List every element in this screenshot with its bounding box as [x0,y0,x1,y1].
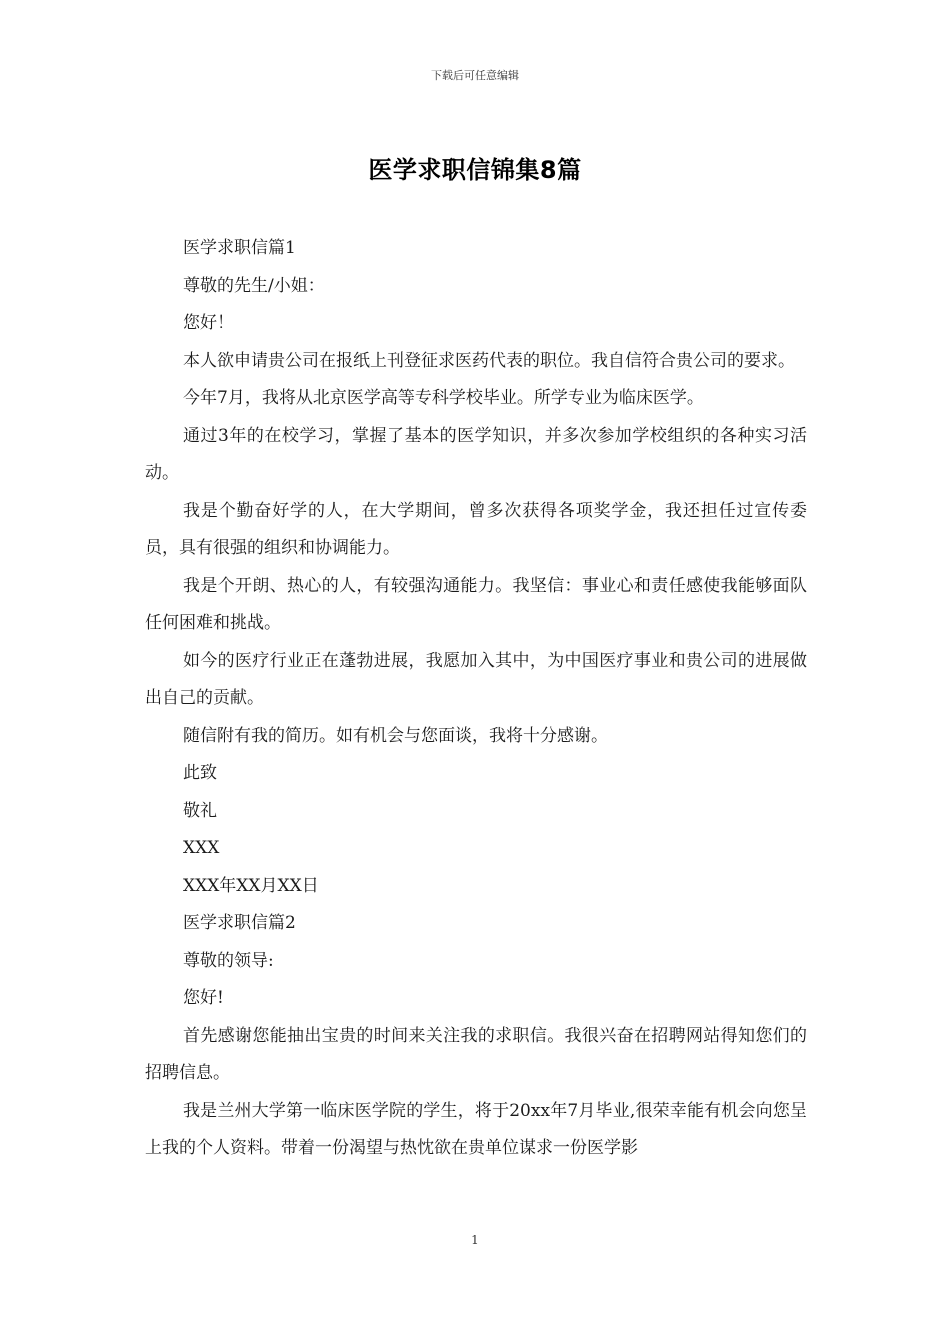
paragraph: 我是个开朗、热心的人，有较强沟通能力。我坚信：事业心和责任感使我能够面队任何困难和挑战。 [145,575,807,633]
paragraph: 尊敬的领导: [183,950,274,971]
paragraph: 医学求职信篇1 [183,238,296,258]
document-title: 医学求职信锦集8篇 [368,156,582,184]
paragraph: 今年7月，我将从北京医学高等专科学校毕业。所学专业为临床医学。 [183,388,704,408]
paragraph: XXX [183,838,220,858]
paragraph: 通过3年的在校学习，掌握了基本的医学知识，并多次参加学校组织的各种实习活动。 [145,425,807,483]
paragraph: 首先感谢您能抽出宝贵的时间来关注我的求职信。我很兴奋在招聘网站得知您们的招聘信息。 [145,1025,807,1083]
paragraph: XXX年XX月XX日 [183,875,319,896]
paragraph: 敬礼 [183,800,217,821]
document-body [145,230,807,1168]
paragraph: 如今的医疗行业正在蓬勃进展，我愿加入其中，为中国医疗事业和贵公司的进展做出自己的贡献。 [145,650,807,708]
paragraph: 尊敬的先生/小姐： [183,275,325,296]
paragraph: 医学求职信篇2 [183,913,296,933]
paragraph: 本人欲申请贵公司在报纸上刊登征求医药代表的职位。我自信符合贵公司的要求。 [183,350,795,371]
paragraph: 您好！ [183,313,234,333]
header-note: 下载后可任意编辑 [431,69,519,82]
paragraph: 您好! [183,988,224,1008]
paragraph: 随信附有我的简历。如有机会与您面谈，我将十分感谢。 [183,725,608,746]
paragraph: 我是个勤奋好学的人，在大学期间，曾多次获得各项奖学金，我还担任过宣传委员，具有很强的组织和协调能力。 [145,500,807,558]
page-number: 1 [471,1233,479,1247]
paragraph: 此致 [183,763,217,783]
paragraph: 我是兰州大学第一临床医学院的学生，将于20xx年7月毕业,很荣幸能有机会向您呈上我的个人资料。带着一份渴望与热忱欲在贵单位谋求一份医学影 [145,1100,807,1158]
